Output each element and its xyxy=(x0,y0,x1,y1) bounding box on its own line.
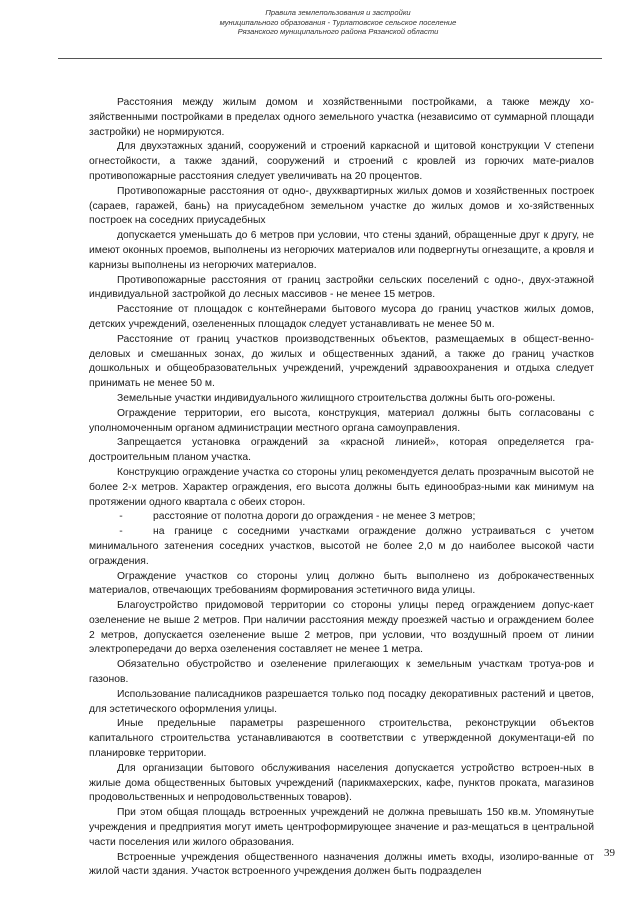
paragraph: Конструкцию ограждение участка со стороны улиц рекомендуется делать прозрачным высотой не более 2-х метров. Характер ограждения, его высота должны быть единообраз-ными как минимум на протяжении одного квартала с обеих сторон. xyxy=(89,466,594,508)
paragraph: Обязательно обустройство и озеленение прилегающих к земельным участкам тротуа-ров и газонов. xyxy=(89,659,594,686)
paragraph: Запрещается установка ограждений за «красной линией», которая определяется гра-достроительным планом участка. xyxy=(89,437,594,464)
paragraph: Противопожарные расстояния от границ застройки сельских поселений с одно-, двух-этажной индивидуальной застройкой до лесных массивов - не менее 15 метров. xyxy=(89,274,594,301)
header-rule xyxy=(58,58,602,59)
paragraph: Расстояние от площадок с контейнерами бытового мусора до границ участков жилых домов, детских учреждений, озелененных площадок следует устанавливать не менее 50 м. xyxy=(89,304,594,330)
header-line-3: Рязанского муниципального района Рязанской области xyxy=(237,27,439,37)
paragraph: Для двухэтажных зданий, сооружений и строений каркасной и щитовой конструкции V степени огнестойкости, а также зданий, сооружений и строений с кровлей из горючих мате-риалов противопожарные расстояния следует увеличивать на 20 процентов. xyxy=(89,141,594,182)
paragraph: Ограждение территории, его высота, конструкция, материал должны быть согласованы с уполномоченным органом администрации местного органа самоуправления. xyxy=(89,407,594,434)
dash-marker: - xyxy=(119,511,123,523)
paragraph: Использование палисадников разрешается только под посадку декоративных растений и цветов, для эстетического оформления улицы. xyxy=(89,688,594,715)
dash-item-text: расстояние от полотна дороги до ограждения - не менее 3 метров; xyxy=(153,511,476,523)
dash-item-text: на границе с соседними участками ограждение должно устраиваться с учетом минимального затенения соседних участков, высотой не более 2,0 м до наиболее высокой части ограждения. xyxy=(89,526,594,567)
header-line-2: муниципального образования - Турлатовское сельское поселение xyxy=(219,17,457,27)
dash-list-item xyxy=(89,525,594,569)
dash-marker: - xyxy=(119,526,123,538)
header-line-1: Правила землепользования и застройки xyxy=(265,8,411,17)
paragraph: Противопожарные расстояния от одно-, двухквартирных жилых домов и хозяйственных построек (сараев, гаражей, бань) на приусадебном земельном участке до жилых домов и хо-зяйственных построек на соседних приусадебных xyxy=(89,185,594,227)
paragraph: Для организации бытового обслуживания населения допускается устройство встроен-ных в жилые дома общественных бытовых учреждений (парикмахерских, кафе, пунктов проката, магазинов продовольственных и непродовольственных товаров). xyxy=(89,762,594,804)
paragraph: Ограждение участков со стороны улиц должно быть выполнено из доброкачественных материалов, отвечающих требованиям формирования эстетичного вида улицы. xyxy=(89,570,594,597)
page-number: 39 xyxy=(604,847,615,859)
paragraph: Расстояние от границ участков производственных объектов, размещаемых в общест-венно-деловых и смешанных зонах, до жилых и общественных зданий, а также до границ участков дошкольных и общеобразовательных учреждений, учреждений здравоохранения и отдыха следует принимать не менее 50 м. xyxy=(89,333,594,390)
paragraph: Благоустройство придомовой территории со стороны улицы перед ограждением допус-кает озеленение не выше 2 метров. При наличии расстояния между проезжей частью и ограждением более 2 метров, допускается озеленение выше 2 метров, при условии, что воздушный проем от линии электропередачи до верха озеленения составляет не менее 1 метра. xyxy=(89,600,594,656)
paragraph: Иные предельные параметры разрешенного строительства, реконструкции объектов капитального строительства устанавливаются в соответствии с утвержденной документаци-ей по планировке территории. xyxy=(89,718,594,760)
paragraph: При этом общая площадь встроенных учреждений не должна превышать 150 кв.м. Упомянутые учреждения и предприятия могут иметь центроформирующее значение и раз-мещаться в центральной части поселения или жилого образования. xyxy=(89,807,594,848)
paragraph: допускается уменьшать до 6 метров при условии, что стены зданий, обращенные друг к другу, не имеют оконных проемов, выполнены из негорючих материалов или подвергнуты огнезащите, а кровля и карнизы выполнены из негорючих материалов. xyxy=(89,230,594,271)
paragraph: Расстояния между жилым домом и хозяйственными постройками, а также между хо-зяйственными постройками в пределах одного земельного участка (независимо от суммарной площади застройки) не нормируются. xyxy=(89,97,594,138)
document-body xyxy=(89,96,594,880)
paragraph: Встроенные учреждения общественного назначения должны иметь входы, изолиро-ванные от жилой части здания. Участок встроенного учреждения должен быть подразделен xyxy=(89,851,594,878)
dash-list-item xyxy=(89,510,594,525)
running-header xyxy=(168,8,508,37)
paragraph: Земельные участки индивидуального жилищного строительства должны быть ого-рожены. xyxy=(117,392,556,404)
